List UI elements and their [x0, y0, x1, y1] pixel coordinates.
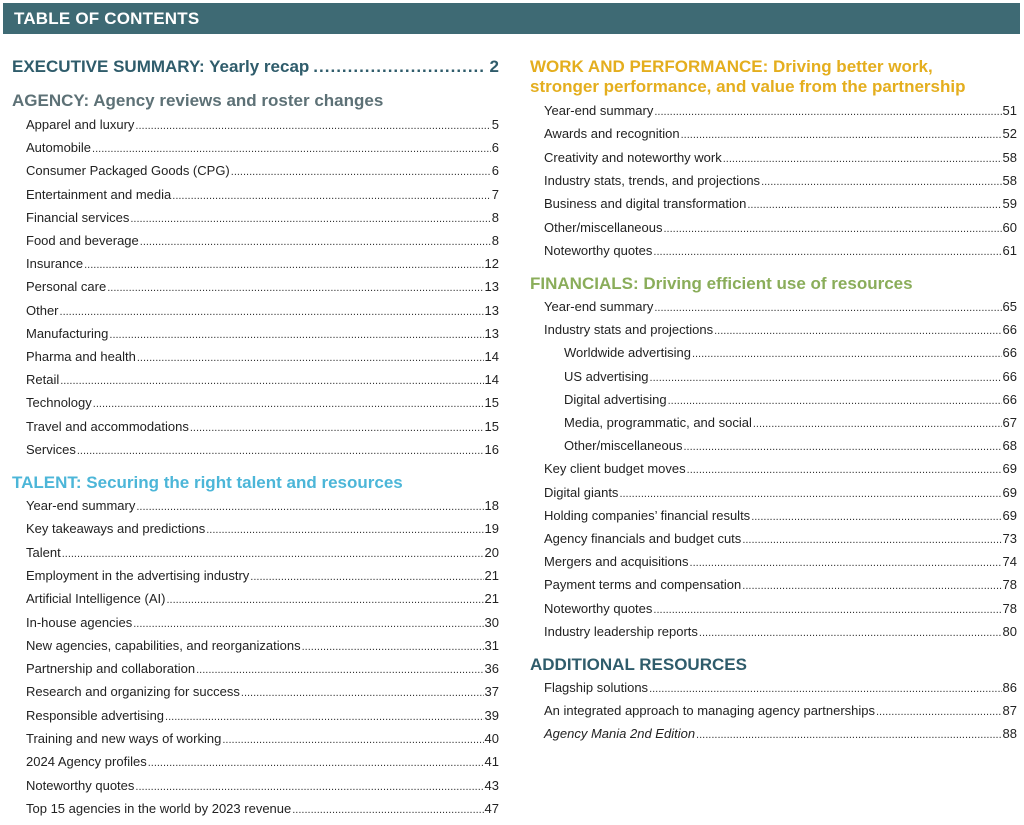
toc-entry-page: 8 — [491, 209, 499, 225]
financials-heading: FINANCIALS: Driving efficient use of resources — [530, 274, 913, 293]
toc-entry[interactable] — [26, 209, 499, 227]
toc-entry-page: 18 — [484, 498, 499, 513]
toc-entry-label: An integrated approach to managing agency partnerships — [544, 703, 875, 719]
toc-entry-page: 39 — [484, 707, 499, 723]
toc-entry-label: Worldwide advertising — [564, 345, 691, 361]
toc-entry-label: Other/miscellaneous — [544, 219, 663, 235]
toc-entry-label: Awards and recognition — [544, 126, 680, 142]
toc-entry-page: 30 — [484, 614, 499, 630]
toc-entry[interactable] — [26, 371, 499, 389]
toc-entry-page: 68 — [1002, 438, 1017, 454]
toc-entry[interactable] — [544, 102, 1017, 120]
toc-entry[interactable] — [544, 725, 1017, 743]
toc-entry-label: Agency Mania 2nd Edition — [544, 726, 696, 742]
leader-dots — [84, 256, 483, 274]
toc-entry-page: 47 — [484, 800, 499, 816]
leader-dots — [135, 117, 490, 135]
leader-dots — [313, 57, 483, 77]
toc-entry-label: Food and beverage — [26, 233, 139, 248]
leader-dots — [60, 372, 483, 390]
toc-entry-label: Creativity and noteworthy work — [544, 149, 722, 165]
toc-entry[interactable] — [544, 321, 1017, 339]
toc-entry-page: 80 — [1002, 623, 1017, 639]
leader-dots — [747, 196, 1001, 214]
toc-entry[interactable] — [26, 567, 499, 585]
leader-dots — [190, 419, 484, 437]
executive-summary-page: 2 — [489, 57, 499, 76]
toc-entry-label: Training and new ways of working — [26, 731, 222, 746]
toc-entry-page: 88 — [1002, 726, 1017, 742]
toc-entry-page: 7 — [491, 186, 499, 202]
leader-dots — [714, 322, 1001, 340]
toc-entry[interactable] — [544, 219, 1017, 237]
toc-entry-label: Other/miscellaneous — [564, 438, 683, 454]
toc-entry[interactable] — [544, 149, 1017, 167]
toc-entry-page: 21 — [484, 591, 499, 607]
toc-entry[interactable] — [544, 600, 1017, 618]
toc-entry[interactable] — [564, 344, 1017, 362]
leader-dots — [77, 442, 484, 460]
toc-entry-label: Business and digital transformation — [544, 196, 747, 212]
leader-dots — [684, 438, 1002, 456]
toc-entry-page: 41 — [484, 754, 499, 770]
talent-heading: TALENT: Securing the right talent and resources — [12, 473, 403, 492]
toc-entry[interactable] — [26, 186, 499, 204]
toc-entry[interactable] — [26, 418, 499, 436]
toc-entry-page: 43 — [484, 777, 499, 793]
toc-entry[interactable] — [564, 391, 1017, 409]
toc-entry-page: 52 — [1002, 126, 1017, 142]
leader-dots — [250, 568, 483, 586]
toc-entry[interactable] — [544, 507, 1017, 525]
toc-entry-page: 31 — [484, 637, 499, 653]
toc-entry-page: 58 — [1002, 172, 1017, 188]
toc-entry-label: Year-end summary — [544, 299, 654, 314]
toc-entry-label: Agency financials and budget cuts — [544, 531, 742, 546]
toc-entry-label: Consumer Packaged Goods (CPG) — [26, 163, 230, 179]
toc-entry-page: 37 — [484, 684, 499, 700]
toc-entry-label: Apparel and luxury — [26, 117, 135, 132]
toc-entry-page: 58 — [1002, 149, 1017, 165]
toc-entry[interactable] — [26, 753, 499, 771]
toc-entry-label: Manufacturing — [26, 325, 109, 341]
leader-dots — [62, 545, 484, 563]
toc-entry-label: Other — [26, 302, 59, 318]
toc-entry[interactable] — [26, 255, 499, 273]
leader-dots — [649, 680, 1001, 698]
toc-entry-label: In-house agencies — [26, 614, 133, 630]
toc-entry[interactable] — [26, 520, 499, 538]
toc-entry-label: Top 15 agencies in the world by 2023 revenue — [26, 800, 292, 816]
toc-entry-label: Pharma and health — [26, 349, 136, 364]
toc-entry[interactable] — [26, 278, 499, 296]
leader-dots — [222, 731, 483, 749]
toc-entry-page: 59 — [1002, 196, 1017, 212]
toc-entry-page: 12 — [484, 256, 499, 272]
toc-entry-label: Retail — [26, 372, 60, 388]
toc-entry[interactable] — [26, 800, 499, 818]
leader-dots — [109, 326, 483, 344]
work-heading-line2: stronger performance, and value from the partnership — [530, 77, 966, 96]
leader-dots — [654, 299, 1001, 317]
leader-dots — [172, 187, 491, 205]
leader-dots — [165, 708, 484, 726]
toc-entry[interactable] — [26, 232, 499, 250]
toc-entry-page: 66 — [1002, 322, 1017, 338]
toc-entry-label: Technology — [26, 395, 92, 411]
leader-dots — [107, 279, 483, 297]
toc-entry-page: 20 — [484, 544, 499, 560]
toc-entry-page: 40 — [484, 731, 499, 746]
toc-entry-page: 5 — [491, 117, 499, 132]
toc-entry[interactable] — [544, 553, 1017, 571]
toc-entry-page: 21 — [484, 567, 499, 583]
toc-entry[interactable] — [26, 544, 499, 562]
toc-entry-page: 60 — [1002, 219, 1017, 235]
toc-entry[interactable] — [544, 298, 1017, 316]
leader-dots — [60, 303, 484, 321]
leader-dots — [653, 601, 1001, 619]
leader-dots — [206, 521, 483, 539]
toc-entry-label: Payment terms and compensation — [544, 577, 742, 593]
toc-entry-page: 87 — [1002, 703, 1017, 719]
toc-entry-page: 16 — [484, 441, 499, 457]
toc-entry-label: Mergers and acquisitions — [544, 554, 689, 570]
toc-entry-label: Financial services — [26, 209, 130, 225]
toc-entry[interactable] — [26, 777, 499, 795]
leader-dots — [137, 349, 484, 367]
toc-entry[interactable] — [544, 702, 1017, 720]
toc-entry[interactable] — [564, 368, 1017, 386]
toc-entry-page: 13 — [484, 325, 499, 341]
toc-entry-page: 6 — [491, 140, 499, 156]
toc-entry[interactable] — [26, 162, 499, 180]
toc-entry[interactable] — [26, 348, 499, 366]
toc-entry-page: 67 — [1002, 415, 1017, 430]
toc-entry[interactable] — [544, 576, 1017, 594]
toc-entry[interactable] — [26, 707, 499, 725]
toc-entry[interactable] — [26, 302, 499, 320]
toc-entry-label: New agencies, capabilities, and reorganizations — [26, 637, 301, 653]
toc-entry-label: Flagship solutions — [544, 680, 649, 695]
leader-dots — [133, 615, 483, 633]
leader-dots — [148, 754, 484, 772]
leader-dots — [619, 485, 1001, 503]
toc-entry-label: Responsible advertising — [26, 707, 165, 723]
toc-entry-label: Services — [26, 441, 76, 457]
leader-dots — [692, 345, 1002, 363]
toc-entry-page: 66 — [1002, 345, 1017, 361]
toc-entry-label: Insurance — [26, 256, 84, 272]
leader-dots — [687, 461, 1002, 479]
additional-heading: ADDITIONAL RESOURCES — [530, 655, 747, 674]
toc-entry-page: 13 — [484, 302, 499, 318]
toc-entry[interactable] — [26, 660, 499, 678]
toc-entry-label: Noteworthy quotes — [544, 600, 653, 616]
leader-dots — [742, 577, 1001, 595]
leader-dots — [196, 661, 483, 679]
toc-entry-page: 69 — [1002, 484, 1017, 500]
toc-entry-label: Research and organizing for success — [26, 684, 240, 700]
toc-entry[interactable] — [564, 414, 1017, 432]
toc-entry-label: Partnership and collaboration — [26, 661, 196, 677]
toc-entry-page: 36 — [484, 661, 499, 677]
leader-dots — [742, 531, 1001, 549]
toc-entry[interactable] — [26, 637, 499, 655]
toc-entry-page: 8 — [491, 233, 499, 248]
toc-entry-label: Media, programmatic, and social — [564, 415, 752, 430]
toc-entry-page: 15 — [484, 418, 499, 434]
toc-entry[interactable] — [564, 437, 1017, 455]
leader-dots — [302, 638, 484, 656]
toc-entry-page: 13 — [484, 279, 499, 295]
toc-entry[interactable] — [26, 683, 499, 701]
toc-entry-label: Noteworthy quotes — [544, 242, 653, 258]
leader-dots — [136, 498, 483, 516]
toc-entry-label: Digital giants — [544, 484, 619, 500]
toc-entry-page: 19 — [484, 521, 499, 537]
toc-entry-page: 69 — [1002, 461, 1017, 477]
leader-dots — [664, 220, 1002, 238]
toc-entry-label: Talent — [26, 544, 61, 560]
toc-entry-label: Artificial Intelligence (AI) — [26, 591, 166, 607]
toc-entry-label: Personal care — [26, 279, 107, 295]
toc-entry[interactable] — [544, 242, 1017, 260]
toc-entry-page: 74 — [1002, 554, 1017, 570]
leader-dots — [751, 508, 1001, 526]
toc-entry-page: 6 — [491, 163, 499, 179]
leader-dots — [653, 243, 1001, 261]
leader-dots — [690, 554, 1002, 572]
toc-entry[interactable] — [544, 484, 1017, 502]
toc-entry-label: Employment in the advertising industry — [26, 567, 250, 583]
leader-dots — [135, 778, 483, 796]
leader-dots — [650, 369, 1002, 387]
toc-entry[interactable] — [26, 139, 499, 157]
toc-entry-page: 51 — [1002, 103, 1017, 118]
toc-entry[interactable] — [544, 460, 1017, 478]
leader-dots — [241, 684, 484, 702]
agency-heading: AGENCY: Agency reviews and roster changes — [12, 91, 384, 110]
page-title: TABLE OF CONTENTS — [14, 9, 200, 28]
leader-dots — [140, 233, 491, 251]
toc-entry-label: Industry stats, trends, and projections — [544, 172, 761, 188]
leader-dots — [681, 126, 1002, 144]
toc-entry[interactable] — [26, 730, 499, 748]
toc-entry[interactable] — [26, 590, 499, 608]
toc-entry-page: 65 — [1002, 299, 1017, 314]
toc-entry[interactable] — [26, 325, 499, 343]
header-bar — [3, 3, 1020, 34]
executive-summary-entry[interactable] — [12, 57, 499, 79]
leader-dots — [753, 415, 1002, 433]
leader-dots — [696, 726, 1001, 744]
leader-dots — [292, 801, 483, 819]
toc-entry[interactable] — [544, 125, 1017, 143]
leader-dots — [654, 103, 1001, 121]
leader-dots — [761, 173, 1001, 191]
leader-dots — [130, 210, 490, 228]
toc-entry-label: Automobile — [26, 140, 92, 156]
toc-entry-label: Entertainment and media — [26, 186, 172, 202]
toc-entry-label: Noteworthy quotes — [26, 777, 135, 793]
toc-entry-page: 14 — [484, 349, 499, 364]
leader-dots — [876, 703, 1002, 721]
leader-dots — [166, 591, 483, 609]
toc-entry-label: Industry leadership reports — [544, 623, 698, 639]
toc-entry-page: 86 — [1002, 680, 1017, 695]
toc-entry-label: Key takeaways and predictions — [26, 521, 206, 537]
toc-entry-page: 66 — [1002, 391, 1017, 407]
leader-dots — [92, 140, 491, 158]
toc-entry[interactable] — [544, 679, 1017, 697]
toc-entry-label: Travel and accommodations — [26, 418, 189, 434]
toc-entry-label: 2024 Agency profiles — [26, 754, 147, 770]
toc-entry[interactable] — [26, 441, 499, 459]
toc-entry[interactable] — [544, 530, 1017, 548]
toc-entry[interactable] — [544, 172, 1017, 190]
leader-dots — [93, 395, 484, 413]
toc-entry[interactable] — [26, 394, 499, 412]
toc-entry-page: 73 — [1002, 531, 1017, 546]
toc-entry-page: 15 — [484, 395, 499, 411]
work-heading-line1: WORK AND PERFORMANCE: Driving better work, — [530, 57, 933, 76]
toc-entry-page: 66 — [1002, 368, 1017, 384]
toc-entry-page: 69 — [1002, 507, 1017, 523]
toc-entry-label: Year-end summary — [26, 498, 136, 513]
toc-entry-label: Year-end summary — [544, 103, 654, 118]
toc-entry[interactable] — [26, 497, 499, 515]
executive-summary-label: EXECUTIVE SUMMARY: Yearly recap — [12, 57, 310, 76]
toc-entry-label: Digital advertising — [564, 391, 667, 407]
toc-entry-label: US advertising — [564, 368, 649, 384]
toc-entry[interactable] — [544, 623, 1017, 641]
toc-entry[interactable] — [544, 195, 1017, 213]
toc-entry-label: Industry stats and projections — [544, 322, 714, 338]
toc-entry-label: Key client budget moves — [544, 461, 686, 477]
work-heading — [530, 57, 965, 97]
toc-entry[interactable] — [26, 116, 499, 134]
toc-entry-page: 78 — [1002, 577, 1017, 593]
toc-entry-label: Holding companies’ financial results — [544, 507, 751, 523]
toc-entry-page: 14 — [484, 372, 499, 388]
toc-entry[interactable] — [26, 614, 499, 632]
leader-dots — [668, 392, 1002, 410]
leader-dots — [699, 624, 1002, 642]
leader-dots — [723, 150, 1002, 168]
leader-dots — [231, 163, 491, 181]
toc-entry-page: 78 — [1002, 600, 1017, 616]
toc-entry-page: 61 — [1002, 242, 1017, 258]
